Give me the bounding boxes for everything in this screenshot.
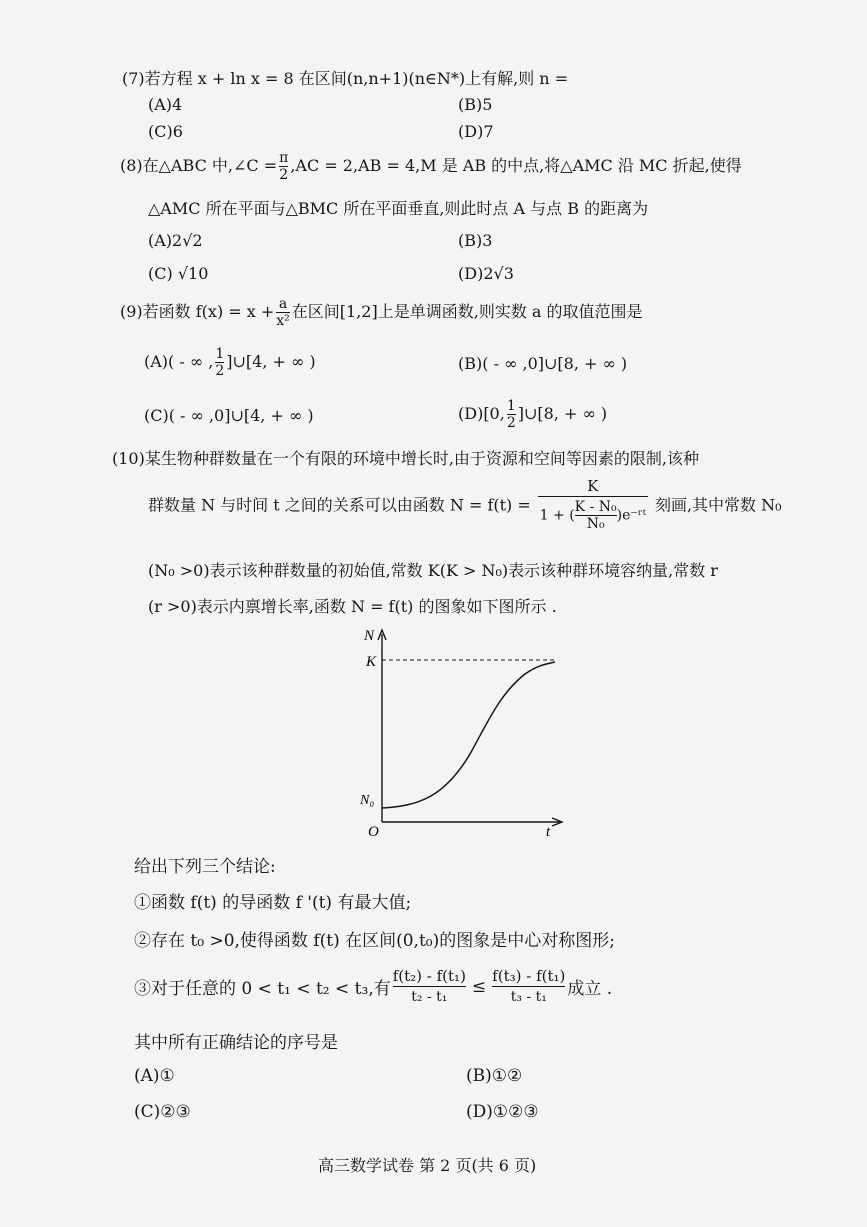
q10-c3-post: 成立 . [567, 979, 613, 999]
q10-line1: (10)某生物种群数量在一个有限的环境中增长时,由于资源和空间等因素的限制,该种 [112, 449, 700, 468]
q8-frac-num: π [279, 150, 289, 166]
q10-c3-n1: f(t₂) - f(t₁) [392, 967, 466, 985]
q8-frac-den: 2 [279, 167, 289, 183]
q9-option-d-den: 2 [506, 415, 516, 431]
q10-ask: 其中所有正确结论的序号是 [134, 1033, 338, 1053]
page-footer: 高三数学试卷 第 2 页(共 6 页) [318, 1156, 537, 1175]
q10-formula [538, 476, 648, 532]
q7-option-a: (A)4 [148, 95, 183, 114]
x-axis-label: t [546, 824, 551, 839]
logistic-curve [382, 662, 555, 808]
q9-frac-num: a [278, 296, 288, 312]
q10-line3: (N₀ >0)表示该种群数量的初始值,常数 K(K > N₀)表示该种群环境容纳量,常数 r [148, 561, 718, 580]
q8-option-b: (B)3 [458, 231, 493, 250]
q8-line2: △AMC 所在平面与△BMC 所在平面垂直,则此时点 A 与点 B 的距离为 [148, 199, 649, 218]
q9-option-a-post: ]∪[4, + ∞ ) [226, 352, 316, 371]
q9-option-d-post: ]∪[8, + ∞ ) [517, 404, 608, 423]
q9-fraction [276, 296, 290, 329]
q10-formula-den-post: )e⁻ʳᵗ [616, 507, 647, 524]
q10-conclusion-3 [134, 966, 612, 1007]
q9-option-c: (C)( - ∞ ,0]∪[4, + ∞ ) [144, 406, 314, 425]
q7-option-b: (B)5 [458, 95, 493, 114]
q10-formula-inner [575, 499, 617, 532]
q9-stem-start: (9)若函数 f(x) = x + [120, 302, 275, 321]
q10-line2-pre: 群数量 N 与时间 t 之间的关系可以由函数 N = f(t) = [148, 495, 531, 515]
q10-option-d: (D)①②③ [466, 1102, 539, 1122]
q10-intro: 给出下列三个结论: [134, 857, 276, 877]
q9-option-d [458, 398, 607, 431]
q8-option-a: (A)2√2 [148, 231, 203, 250]
q8-line1-start: (8)在△ABC 中,∠C = [120, 156, 278, 175]
q9-option-b: (B)( - ∞ ,0]∪[8, + ∞ ) [458, 354, 628, 373]
q10-option-a: (A)① [134, 1066, 175, 1086]
q10-c3-frac1 [393, 966, 466, 1007]
q8-angle-fraction [279, 150, 288, 183]
q9-option-a-den: 2 [215, 363, 225, 379]
q10-option-c: (C)②③ [134, 1102, 191, 1122]
q7-stem: (7)若方程 x + ln x = 8 在区间(n,n+1)(n∈N*)上有解,则 n = [122, 69, 569, 88]
y-axis-label: N [364, 628, 375, 644]
q9-option-d-pre: (D)[0, [458, 404, 505, 423]
q9-option-a-num: 1 [215, 346, 225, 362]
q9-frac-den: x² [276, 313, 290, 329]
n0-label: N₀ [360, 793, 375, 808]
q10-formula-num: K [587, 477, 599, 495]
q10-formula-den [538, 496, 648, 532]
q9-option-a-fraction [215, 346, 224, 379]
q10-c3-n2: f(t₃) - f(t₁) [492, 967, 566, 985]
q10-conclusion-2: ②存在 t₀ >0,使得函数 f(t) 在区间(0,t₀)的图象是中心对称图形; [134, 931, 615, 951]
q8-option-d: (D)2√3 [458, 264, 514, 283]
q10-conclusion-1: ①函数 f(t) 的导函数 f '(t) 有最大值; [134, 893, 412, 913]
q10-c3-d1: t₂ - t₁ [393, 986, 466, 1007]
q9-stem-rest: 在区间[1,2]上是单调函数,则实数 a 的取值范围是 [291, 302, 643, 321]
q9-option-d-num: 1 [506, 398, 516, 414]
q10-option-b: (B)①② [466, 1066, 523, 1086]
q10-c3-d2: t₃ - t₁ [492, 986, 565, 1007]
q8-option-c: (C) √10 [148, 264, 209, 283]
q9-stem [120, 296, 643, 329]
q10-formula-inner-num: K - N₀ [574, 499, 617, 515]
q10-c3-relation: ≤ [471, 976, 487, 997]
q7-option-d: (D)7 [458, 122, 494, 141]
q9-option-a [144, 346, 316, 379]
q10-line4: (r >0)表示内禀增长率,函数 N = f(t) 的图象如下图所示 . [148, 597, 557, 616]
q10-formula-inner-den: N₀ [575, 515, 617, 532]
origin-label: O [368, 824, 379, 839]
q10-formula-den-pre: 1 + ( [539, 507, 575, 524]
q8-line1 [120, 150, 742, 183]
logistic-graph [350, 624, 570, 839]
q8-line1-rest: ,AC = 2,AB = 4,M 是 AB 的中点,将△AMC 沿 MC 折起,使得 [290, 156, 742, 175]
q9-option-d-fraction [507, 398, 516, 431]
k-label: K [366, 654, 377, 670]
q7-option-c: (C)6 [148, 122, 183, 141]
q10-line2-post: 刻画,其中常数 N₀ [654, 495, 782, 515]
q10-line2 [148, 476, 782, 532]
q10-c3-frac2 [492, 966, 565, 1007]
q10-c3-pre: ③对于任意的 0 < t₁ < t₂ < t₃,有 [134, 979, 391, 999]
q9-option-a-pre: (A)( - ∞ , [144, 352, 214, 371]
